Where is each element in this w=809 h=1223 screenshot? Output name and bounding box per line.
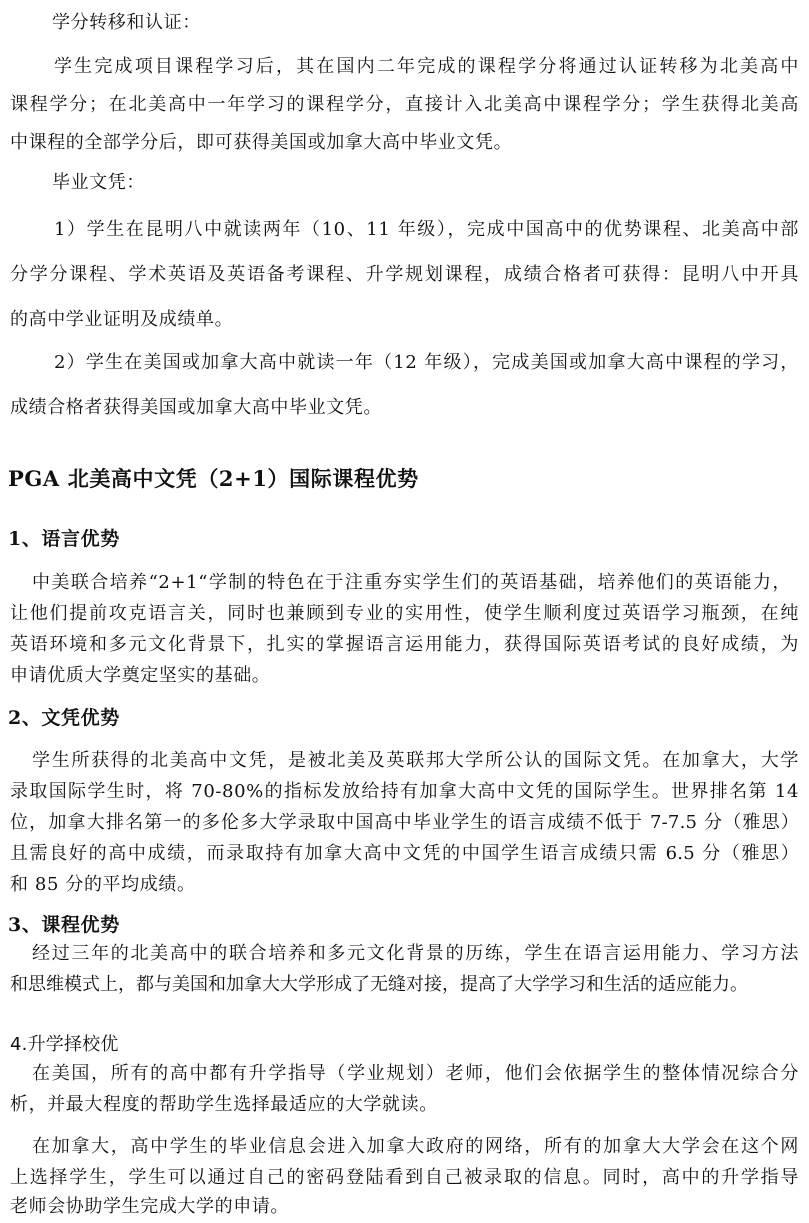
paragraph-line: 老师会协助学生完成大学的申请。 <box>10 1196 289 1217</box>
paragraph-line: 中美联合培养“2+1“学制的特色在于注重夯实学生们的英语基础，培养他们的英语能力， <box>32 572 791 593</box>
language-advantage-heading: 1、语言优势 <box>8 528 120 550</box>
credit-transfer-heading: 学分转移和认证： <box>52 12 201 33</box>
paragraph-line: 和思维模式上，都与美国和加拿大大学形成了无缝对接，提高了大学学习和生活的适应能力。 <box>10 974 748 995</box>
paragraph-line: 2）学生在美国或加拿大高中就读一年（12 年级），完成美国或加拿大高中课程的学习， <box>54 352 799 373</box>
paragraph-line: 和 85 分的平均成绩。 <box>10 874 196 895</box>
paragraph-line: 的高中学业证明及成绩单。 <box>10 309 234 330</box>
paragraph-line: 英语环境和多元文化背景下，扎实的掌握语言运用能力，获得国际英语考试的良好成绩，为 <box>10 634 799 655</box>
page-title: PGA 北美高中文凭（2+1）国际课程优势 <box>8 466 419 491</box>
paragraph-line: 中课程的全部学分后，即可获得美国或加拿大高中毕业文凭。 <box>10 132 513 153</box>
paragraph-line: 在美国，所有的高中都有升学指导（学业规划）老师，他们会依据学生的整体情况综合分 <box>32 1063 799 1084</box>
paragraph-line: 位，加拿大排名第一的多伦多大学录取中国高中毕业学生的语言成绩不低于 7-7.5 分（雅思） <box>10 812 799 833</box>
paragraph-line: 成绩合格者获得美国或加拿大高中毕业文凭。 <box>10 397 382 418</box>
paragraph-line: 分学分课程、学术英语及英语备考课程、升学规划课程，成绩合格者可获得：昆明八中开具 <box>10 264 799 285</box>
paragraph-line: 录取国际学生时，将 70-80%的指标发放给持有加拿大高中文凭的国际学生。世界排名第 14 <box>10 781 799 802</box>
paragraph-line: 学生所获得的北美高中文凭，是被北美及英联邦大学所公认的国际文凭。在加拿大，大学 <box>32 750 799 771</box>
school-selection-heading: 4.升学择校优 <box>10 1034 119 1055</box>
paragraph-line: 1）学生在昆明八中就读两年（10、11 年级），完成中国高中的优势课程、北美高中部 <box>54 219 799 240</box>
diploma-advantage-heading: 2、文凭优势 <box>8 707 120 729</box>
paragraph-line: 课程学分；在北美高中一年学习的课程学分，直接计入北美高中课程学分；学生获得北美高 <box>10 94 799 115</box>
paragraph-line: 析，并最大程度的帮助学生选择最适应的大学就读。 <box>10 1094 438 1115</box>
diploma-heading: 毕业文凭： <box>52 172 145 193</box>
paragraph-line: 上选择学生，学生可以通过自己的密码登陆看到自己被录取的信息。同时，高中的升学指导 <box>10 1167 799 1188</box>
paragraph-line: 让他们提前攻克语言关，同时也兼顾到专业的实用性，使学生顺利度过英语学习瓶颈，在纯 <box>10 603 799 624</box>
paragraph-line: 在加拿大，高中学生的毕业信息会进入加拿大政府的网络，所有的加拿大大学会在这个网 <box>32 1136 799 1157</box>
paragraph-line: 申请优质大学奠定坚实的基础。 <box>10 665 271 686</box>
paragraph-line: 经过三年的北美高中的联合培养和多元文化背景的历练，学生在语言运用能力、学习方法 <box>32 943 799 964</box>
paragraph-line: 且需良好的高中成绩，而录取持有加拿大高中文凭的中国学生语言成绩只需 6.5 分（雅思） <box>10 843 799 864</box>
paragraph-line: 学生完成项目课程学习后，其在国内二年完成的课程学分将通过认证转移为北美高中 <box>54 56 799 77</box>
course-advantage-heading: 3、课程优势 <box>8 914 120 936</box>
